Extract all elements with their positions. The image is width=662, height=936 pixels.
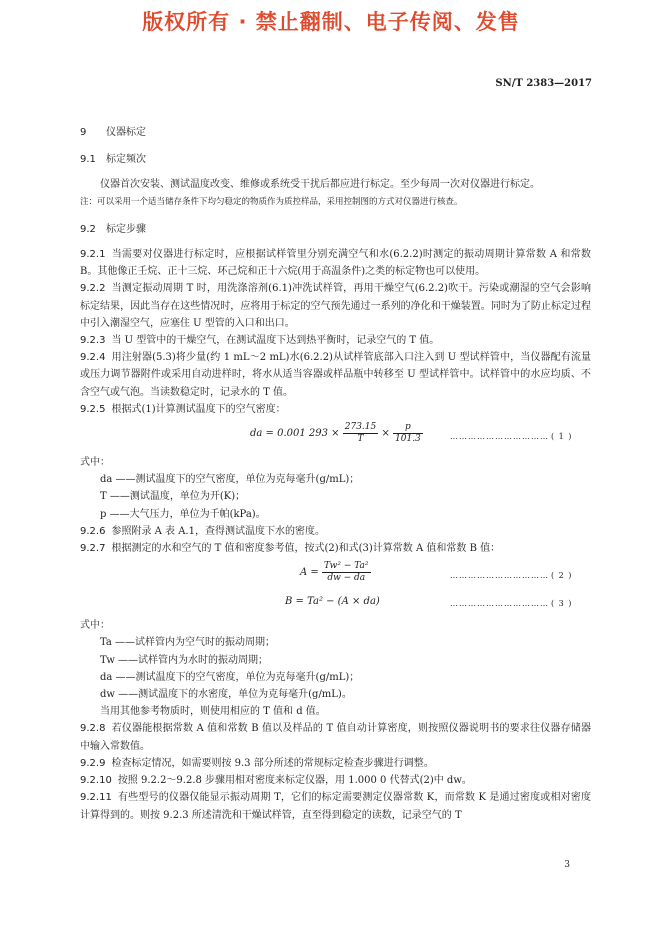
- section-number: 9.2: [80, 223, 96, 235]
- clause-9-2-11: [80, 789, 591, 823]
- section-title: 标定步骤: [106, 223, 146, 235]
- section-9-1-heading: [80, 151, 591, 168]
- clause-9-2-9: [80, 755, 591, 772]
- fraction-numerator: p: [393, 422, 423, 434]
- equation-2: [80, 559, 591, 591]
- definition-item: dw ——测试温度下的水密度，单位为克每毫升(g/mL)。: [100, 689, 352, 701]
- where-label: 式中：: [80, 457, 110, 469]
- fraction-denominator: dw − da: [327, 573, 366, 584]
- clause-text: 参照附录 A 表 A.1，查得测试温度下水的密度。: [111, 525, 325, 537]
- page-content: [80, 124, 591, 824]
- clause-9-2-6: [80, 523, 591, 540]
- clause-9-2-8: [80, 720, 591, 754]
- clause-text: 根据式(1)计算测试温度下的空气密度：: [111, 403, 286, 415]
- fraction-pressure: [393, 422, 423, 445]
- clause-text: 有些型号的仪器仅能显示振动周期 T，它们的标定需要测定仪器常数 K，而常数 K 是通过密度或相对密度计算得到的。则按 9.2.3 所述清洗和干燥试样管，直至得到稳定的读数，记录空气的 T: [80, 792, 591, 821]
- clause-text: 当需要对仪器进行标定时，应根据试样管里分别充满空气和水(6.2.2)时测定的振动周期计算常数 A 和常数 B。其他像正壬烷、正十三烷、环己烷和正十六烷(用于高温条件)之类的标定物也可以使用。: [80, 249, 591, 278]
- clause-number: 9.2.1: [80, 249, 106, 261]
- section-title: 仪器标定: [106, 127, 146, 138]
- times-sign: ×: [381, 428, 390, 440]
- definition-item: T ——测试温度，单位为开(K)；: [100, 491, 246, 503]
- definition-item: Ta ——试样管内为空气时的振动周期；: [100, 637, 276, 649]
- leader-dots: ……………………………: [450, 571, 549, 581]
- clause-number: 9.2.5: [80, 403, 106, 415]
- leader-dots: ……………………………: [450, 599, 549, 609]
- equation-lhs: da = 0.001 293 ×: [250, 428, 340, 440]
- section-9-2-heading: [80, 221, 591, 238]
- clause-number: 9.2.9: [80, 757, 106, 769]
- note: 注：可以采用一个适当储存条件下均匀稳定的物质作为质控样品，采用控制图的方式对仪器进行核查。: [80, 196, 463, 207]
- definition-item: da ——测试温度下的空气密度，单位为克每毫升(g/mL)；: [100, 474, 360, 486]
- page-number: 3: [564, 860, 570, 870]
- equation-3: [80, 593, 591, 615]
- clause-text: 按照 9.2.2～9.2.8 步骤用相对密度来标定仪器，用 1.000 0 代替式(2)中 dw。: [117, 775, 472, 787]
- equation-leader: [450, 428, 572, 445]
- clause-text: 检查标定情况，如需要则按 9.3 部分所述的常规标定检查步骤进行调整。: [111, 757, 434, 769]
- fraction-constant-a: [322, 561, 371, 584]
- where-list: [80, 471, 591, 523]
- clause-9-2-7: [80, 540, 591, 557]
- clause-9-2-1: [80, 246, 591, 280]
- fraction-denominator: 101.3: [395, 434, 421, 445]
- leader-dots: ……………………………: [450, 432, 549, 442]
- equation-number: ( 2 ): [551, 571, 573, 581]
- definition-item: p ——大气压力，单位为千帕(kPa)。: [100, 508, 266, 520]
- equation-3-formula: B = Ta² − (A × da): [285, 596, 380, 608]
- section-number: 9.1: [80, 154, 96, 166]
- equation-number: ( 3 ): [551, 599, 573, 609]
- fraction-temperature: [343, 422, 379, 445]
- section-9-1-body: 仪器首次安装、测试温度改变、维修或系统受干扰后都应进行标定。至少每周一次对仪器进行标定。: [100, 179, 540, 191]
- clause-9-2-4: [80, 349, 591, 401]
- clause-text: 若仪器能根据常数 A 值和常数 B 值以及样品的 T 值自动计算密度，则按照仪器说明书的要求往仪器存储器中输入常数值。: [80, 723, 591, 752]
- equation-1-formula: [250, 422, 423, 445]
- where-list: [80, 634, 591, 720]
- clause-9-2-2: [80, 280, 591, 332]
- equation-leader: [450, 567, 572, 584]
- clause-number: 9.2.10: [80, 775, 112, 787]
- fraction-numerator: Tw² − Ta²: [323, 561, 369, 572]
- equation-2-formula: [300, 561, 371, 584]
- clause-9-2-10: [80, 772, 591, 789]
- fraction-numerator: 273.15: [344, 422, 377, 433]
- section-number: 9: [80, 127, 87, 138]
- copyright-banner: 版权所有 · 禁止翻制、电子传阅、发售: [142, 10, 520, 34]
- section-title: 标定频次: [106, 154, 146, 166]
- clause-text: 当测定振动周期 T 时，用洗涤溶剂(6.1)冲洗试样管，再用干燥空气(6.2.2)吹干。污染或潮湿的空气会影响标定结果，因此当存在这些情况时，应将用于标定的空气预先通过一系列的净化和干燥装置。同时为了防止标定过程中引入潮湿空气，应塞住 U 型管的入口和出口。: [80, 283, 591, 329]
- definition-tail: 当用其他参考物质时，则使用相应的 T 值和 d 值。: [100, 706, 326, 718]
- clause-number: 9.2.7: [80, 543, 106, 555]
- clause-number: 9.2.8: [80, 723, 106, 735]
- clause-9-2-3: [80, 332, 591, 349]
- section-9-heading: [80, 124, 591, 141]
- clause-9-2-5: [80, 401, 591, 418]
- clause-text: 当 U 型管中的干燥空气，在测试温度下达到热平衡时，记录空气的 T 值。: [111, 335, 440, 347]
- definition-item: Tw ——试样管内为水时的振动周期；: [100, 654, 269, 666]
- equation-lhs: A =: [300, 567, 319, 579]
- clause-number: 9.2.2: [80, 283, 106, 295]
- clause-text: 用注射器(5.3)将少量(约 1 mL～2 mL)水(6.2.2)从试样管底部入口注入到 U 型试样管中，当仪器配有流量或压力调节器附件或采用自动进样时，将水从适当容器或样品瓶中转移至 U 型试样管中。试样管中的水应均质、不含空气或气泡。当读数稳定时，记录水的 T 值。: [80, 352, 591, 398]
- clause-text: 根据测定的水和空气的 T 值和密度参考值，按式(2)和式(3)计算常数 A 值和常数 B 值：: [111, 543, 501, 555]
- clause-number: 9.2.11: [80, 792, 112, 804]
- clause-number: 9.2.6: [80, 525, 106, 537]
- equation-number: ( 1 ): [551, 432, 573, 442]
- definition-item: da ——测试温度下的空气密度，单位为克每毫升(g/mL)；: [100, 671, 360, 683]
- equation-leader: [450, 595, 572, 612]
- where-label: 式中：: [80, 620, 110, 632]
- clause-number: 9.2.4: [80, 352, 106, 364]
- fraction-denominator: T: [357, 434, 364, 445]
- standard-number: SN/T 2383—2017: [495, 78, 592, 89]
- clause-number: 9.2.3: [80, 335, 106, 347]
- equation-1: [80, 420, 591, 452]
